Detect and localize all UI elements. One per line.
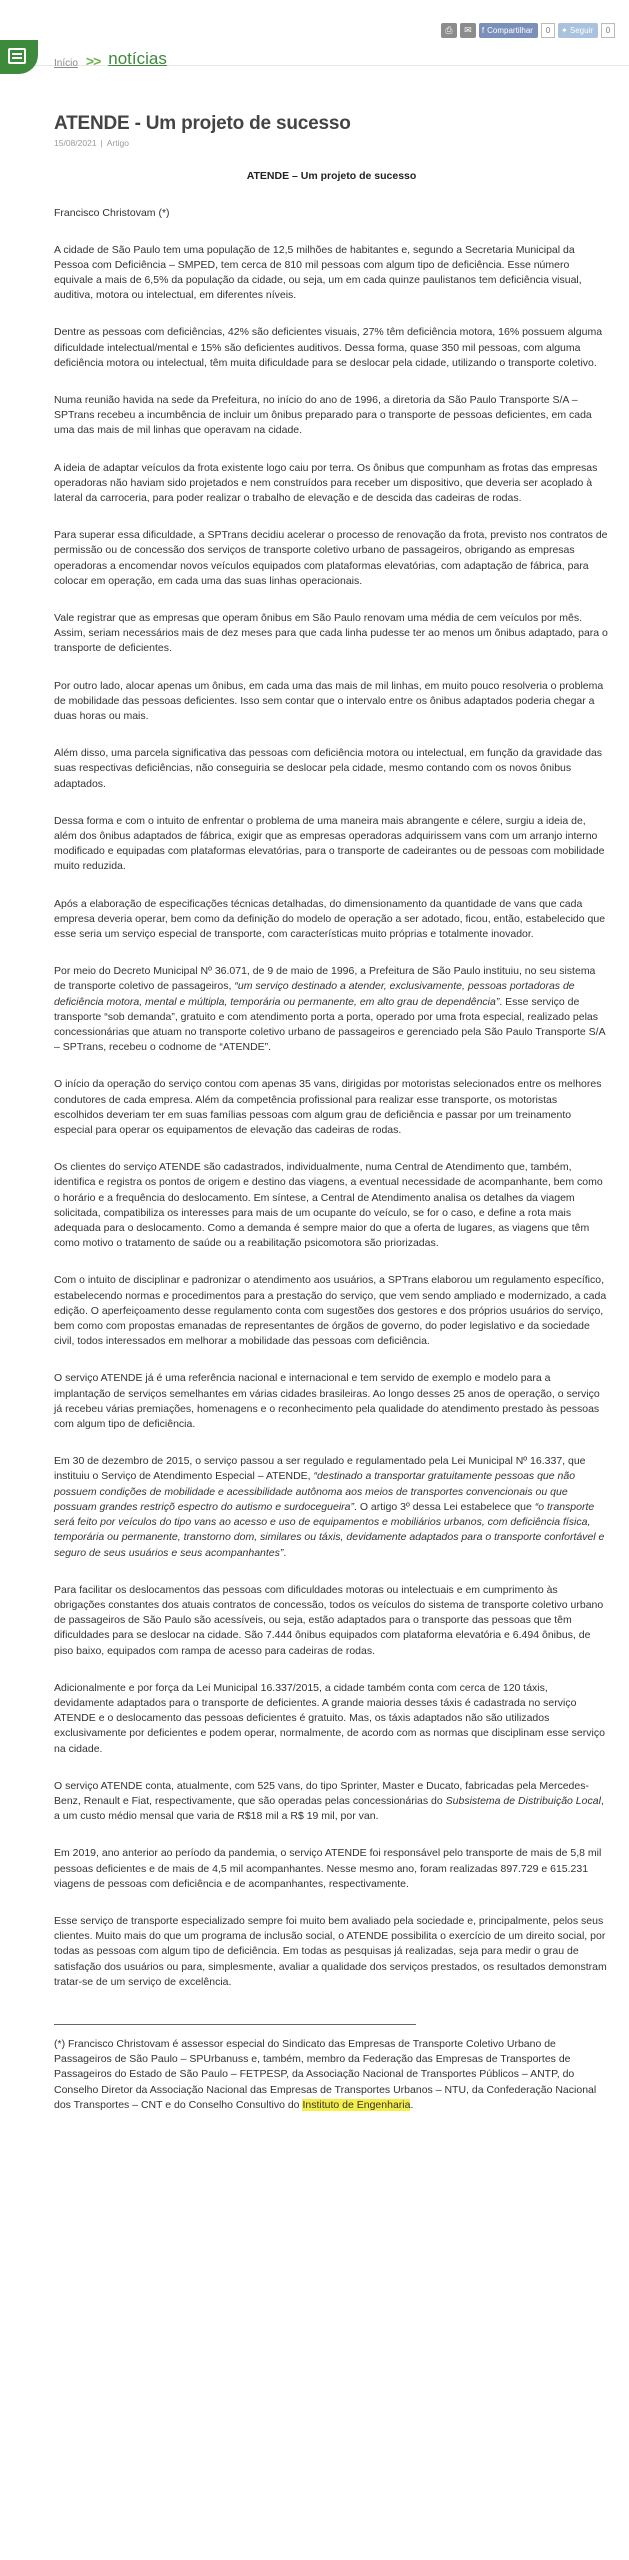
law-text: Em 30 de dezembro de 2015, o serviço passou a ser regulado e regulamentado pela Lei Municipal Nº 16.337, que instituiu o Serviço de Atendimento Especial – ATENDE, bbox=[54, 1455, 586, 1483]
footnote-highlight-link[interactable]: Instituto de Engenharia bbox=[302, 2098, 411, 2111]
menu-icon bbox=[8, 48, 26, 64]
article-category[interactable]: Artigo bbox=[106, 138, 129, 148]
meta-separator: | bbox=[100, 138, 103, 148]
article-paragraph: Os clientes do serviço ATENDE são cadastrados, individualmente, numa Central de Atendimento que, também, identifica e registra os pontos de origem e destino das viagens, a eventual necessidade de acompanhante, bem como o horário e a frequência do deslocamento. Em síntese, a Central de Atendimento analisa os detalhes da viagem solicitada, compatibiliza os interesses para mais de um ocupante do veículo, se for o caso, e define a rota mais adequada para o deslocamento. Como a demanda é sempre maior do que a oferta de lugares, as viagens que têm como motivo o tratamento de saúde ou a reabilitação psicomotora são priorizadas. bbox=[54, 1161, 603, 1250]
article-paragraph: Para superar essa dificuldade, a SPTrans decidiu acelerar o processo de renovação da frota, previsto nos contratos de permissão ou de concessão dos serviços de transporte coletivo urbano de passageiros, obrigando as empresas operadoras a encomendar novos veículos equipados com plataformas elevatórias, com adaptação de fábrica, para colocar em operação, em cada uma das suas linhas operacionais. bbox=[54, 529, 608, 587]
article-paragraph: Em 2019, ano anterior ao período da pandemia, o serviço ATENDE foi responsável pelo transporte de mais de 5,8 mil pessoas deficientes e de mais de 4,5 mil acompanhantes. Nesse mesmo ano, foram realizadas 897.729 e 615.231 viagens de pessoas com deficiência e de acompanhantes, respectivamente. bbox=[54, 1847, 602, 1890]
share-toolbar bbox=[441, 23, 615, 38]
article-paragraph: Numa reunião havida na sede da Prefeitura, no início do ano de 1996, a diretoria da São Paulo Transporte S/A – SPTrans recebeu a incumbência de incluir um ônibus preparado para o transporte de pessoas deficientes, em cada uma das mais de mil linhas que operavam na cidade. bbox=[54, 393, 592, 437]
article-paragraph: O início da operação do serviço contou com apenas 35 vans, dirigidas por motoristas selecionados entre os melhores condutores de cada empresa. Além da competência profissional para realizar esse transporte, os motoristas escolhidos deveriam ter em suas famílias pessoas com algum grau de deficiência e passar por um treinamento especial para operar os equipamentos de elevação das cadeiras de rodas. bbox=[54, 1078, 602, 1137]
article-paragraph: Para facilitar os deslocamentos das pessoas com dificuldades motoras ou intelectuais e em cumprimento às obrigações constantes dos atuais contratos de concessão, todos os veículos do sistema de transporte coletivo urbano de passageiros de São Paulo são acessíveis, ou seja, estão adaptados para o transporte das pessoas que têm dificuldades para se deslocar na cidade. São 7.444 ônibus equipados com plataforma elevatória e 6.494 ônibus, de piso baixo, equipados com rampa de acesso para cadeiras de rodas. bbox=[54, 1583, 604, 1657]
facebook-share-button[interactable] bbox=[479, 23, 538, 38]
law-text-mid: . O artigo 3º dessa Lei estabelece que bbox=[354, 1500, 535, 1513]
site-logo[interactable] bbox=[0, 40, 38, 74]
fleet-text: O serviço ATENDE conta, atualmente, com 525 vans, do tipo Sprinter, Master e Ducato, fabricadas pela Mercedes-Benz, Renault e Fiat, respectivamente, que são operadas pelas concessionárias do bbox=[54, 1779, 589, 1807]
top-bar bbox=[0, 0, 629, 69]
breadcrumb-current[interactable]: notícias bbox=[108, 49, 167, 68]
article-center-heading: ATENDE – Um projeto de sucesso bbox=[246, 170, 417, 182]
law-quote-2: “o transporte será feito por veículos do tipo vans ao acesso e uso de equipamentos e mobiliários urbanos, com deficiência física, temporária ou permanente, transtorno dom, similares ou táxis, devidamente adaptados para o transporte confortável e seguro de seus usuários e seus acompanhantes” bbox=[54, 1500, 605, 1559]
twitter-follow-count: 0 bbox=[601, 23, 615, 38]
article-paragraph: Além disso, uma parcela significativa das pessoas com deficiência motora ou intelectual, em função da gravidade das suas respectivas deficiências, não conseguiria se deslocar pela cidade, mesmo contando com os novos ônibus adaptados. bbox=[54, 747, 603, 790]
article-author: Francisco Christovam (*) bbox=[54, 207, 170, 219]
decree-paragraph bbox=[54, 964, 609, 1055]
article bbox=[54, 113, 609, 2113]
twitter-follow-button[interactable] bbox=[558, 23, 598, 38]
facebook-share-label: Compartilhar bbox=[487, 26, 533, 35]
article-paragraph: Após a elaboração de especificações técnicas detalhadas, do dimensionamento da quantidade de vans que cada empresa deveria operar, bem como da definição do modelo de operação a ser adotado, ficou, então, estabelecido que esse seria um serviço especial de transporte, com características muito próprias e totalmente inovador. bbox=[54, 897, 606, 940]
article-paragraph: O serviço ATENDE já é uma referência nacional e internacional e tem servido de exemplo e modelo para a implantação de serviços semelhantes em várias cidades brasileiras. Ao longo desses 25 anos de operação, o serviço já recebeu várias premiações, homenagens e o reconhecimento pela qualidade do atendimento prestado às pessoas com algum tipo de deficiência. bbox=[54, 1372, 600, 1431]
footnote-divider bbox=[54, 2024, 416, 2025]
law-paragraph bbox=[54, 1454, 609, 1560]
breadcrumb-separator: >> bbox=[85, 53, 101, 69]
article-paragraph: Vale registrar que as empresas que operam ônibus em São Paulo renovam uma média de cem veículos por mês. Assim, seriam necessários mais de dez meses para que cada linha pudesse ter ao menos um ônibus adaptado, para o transporte de deficientes. bbox=[54, 611, 608, 655]
email-icon[interactable]: ✉ bbox=[460, 23, 476, 38]
article-paragraph: Esse serviço de transporte especializado sempre foi muito bem avaliado pela sociedade e, principalmente, pelos seus clientes. Muito mais do que um programa de inclusão social, o ATENDE possibilita o exercício de um direito social, por todas as pessoas com algum tipo de deficiência. Em todas as pesquisas já realizadas, seja para medir o grau de satisfação dos usuários ou para, simplesmente, avaliar a qualidade dos serviços prestados, os resultados demonstram tratar-se de um serviço de excelência. bbox=[54, 1914, 607, 1988]
article-title: ATENDE - Um projeto de sucesso bbox=[54, 113, 351, 134]
article-paragraph: Por outro lado, alocar apenas um ônibus, em cada uma das mais de mil linhas, em muito pouco resolveria o problema de mobilidade das pessoas deficientes. Isso sem contar que o intervalo entre os ônibus adaptados poderia chegar a duas horas ou mais. bbox=[54, 679, 604, 722]
article-paragraph: Dessa forma e com o intuito de enfrentar o problema de uma maneira mais abrangente e célere, surgiu a ideia de, além dos ônibus adaptados de fábrica, exigir que as empresas operadoras adquirissem vans com um arranjo interno modificado e equipadas com plataformas elevatórias, para o transporte de cadeirantes ou de pessoas com mobilidade muito reduzida. bbox=[54, 814, 605, 873]
article-date: 15/08/2021 bbox=[54, 138, 97, 148]
fleet-text-end: , a um custo médio mensal que varia de R$18 mil a R$ 19 mil, por van. bbox=[54, 1794, 604, 1823]
article-paragraph: A ideia de adaptar veículos da frota existente logo caiu por terra. Os ônibus que compunham as frotas das empresas operadoras não haviam sido projetados e nem construídos para receber um dispositivo, que deveria ser acoplado à lateral da carroceria, para poder realizar o trabalho de elevação e de descida das cadeiras de rodas. bbox=[54, 461, 598, 504]
twitter-follow-label: Seguir bbox=[569, 26, 593, 35]
article-paragraph: Dentre as pessoas com deficiências, 42% são deficientes visuais, 27% têm deficiência motora, 16% possuem alguma dificuldade intelectual/mental e 15% são deficientes auditivos. Dessa forma, quase 350 mil pessoas, com alguma deficiência motora ou intelectual, têm muita dificuldade para se deslocar pela cidade, utilizando o transporte coletivo. bbox=[54, 326, 603, 369]
decree-quote: “um serviço destinado a atender, exclusivamente, pessoas portadoras de deficiência motora, mental e múltipla, temporária ou permanente, em alto grau de dependência” bbox=[54, 980, 575, 1008]
breadcrumb bbox=[54, 47, 167, 69]
twitter-icon: ✦ bbox=[560, 26, 568, 35]
decree-text: Por meio do Decreto Municipal Nº 36.071, de 9 de maio de 1996, a Prefeitura de São Paulo instituiu, no seu sistema de transporte coletivo de passageiros, bbox=[54, 965, 596, 993]
decree-text-end: . Esse serviço de transporte “sob demanda”, gratuito e com atendimento porta a porta, operado por uma frota especial, realizado pelas concessionárias que atuam no transporte coletivo urbano de passageiros e gerenciado pela São Paulo Transporte S/A – SPTrans, recebeu o codnome de “ATENDE”. bbox=[54, 995, 606, 1054]
law-text-end: . bbox=[283, 1546, 287, 1559]
fleet-paragraph bbox=[54, 1779, 609, 1825]
print-icon[interactable]: ⎙ bbox=[441, 23, 457, 38]
article-paragraph: Adicionalmente e por força da Lei Municipal 16.337/2015, a cidade também conta com cerca de 120 táxis, devidamente adaptados para o transporte de deficientes. A grande maioria desses táxis é cadastrada no serviço ATENDE e o deslocamento das pessoas deficientes é gratuito. Mas, os táxis adaptados não são utilizados exclusivamente por deficientes e podem operar, normalmente, de acordo com as normas que disciplinam esse serviço na cidade. bbox=[54, 1681, 605, 1755]
footnote-text: (*) Francisco Christovam é assessor especial do Sindicato das Empresas de Transporte Coletivo Urbano de Passageiros de São Paulo – SPUrbanuss e, também, membro da Federação das Empresas de Transportes de Passageiros do Estado de São Paulo – FETPESP, da Associação Nacional de Transportes Públicos – ANTP, do Conselho Diretor da Associação Nacional das Empresas de Transportes Urbanos – NTU, da Confederação Nacional dos Transportes – CNT e do Conselho Consultivo do bbox=[54, 2037, 597, 2111]
breadcrumb-home-link[interactable]: Início bbox=[54, 58, 78, 69]
author-footnote bbox=[54, 2037, 609, 2113]
article-meta bbox=[54, 138, 609, 148]
facebook-icon: f bbox=[481, 26, 485, 35]
fleet-emphasis: Subsistema de Distribuição Local bbox=[445, 1794, 601, 1807]
article-paragraph: Com o intuito de disciplinar e padronizar o atendimento aos usuários, a SPTrans elaborou um regulamento específico, estabelecendo normas e procedimentos para a prestação do serviço, que vem sendo ampliado e modernizado, a cada edição. O aperfeiçoamento desse regulamento conta com sugestões dos gestores e dos próprios usuários do serviço, bem como com propostas emanadas de representantes de órgãos de governo, do poder legislativo e da sociedade civil, todos interessados em melhorar a mobilidade das pessoas com deficiência. bbox=[54, 1274, 607, 1348]
law-quote-1: “destinado a transportar gratuitamente pessoas que não possuem condições de mobilidade e acessibilidade autônoma aos meios de transportes convencionais ou que possuam grandes restriçõ espectro do autismo e surdocegueira” bbox=[54, 1470, 576, 1513]
footnote-end: . bbox=[410, 2098, 414, 2111]
facebook-share-count: 0 bbox=[541, 23, 555, 38]
article-paragraph: A cidade de São Paulo tem uma população de 12,5 milhões de habitantes e, segundo a Secretaria Municipal da Pessoa com Deficiência – SMPED, tem cerca de 810 mil pessoas com algum tipo de deficiência. Esse número equivale a mais de 6,5% da população da cidade, ou seja, um em cada quinze paulistanos tem deficiência visual, auditiva, motora ou intelectual, em diferentes níveis. bbox=[54, 243, 582, 302]
